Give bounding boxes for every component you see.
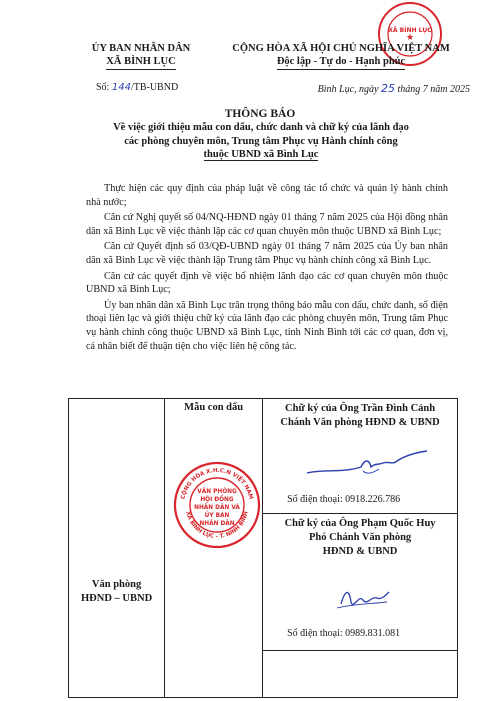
body-paragraph: Căn cứ Nghị quyết số 04/NQ-HĐND ngày 01 tháng 7 năm 2025 của Hội đồng nhân dân xã Bình Lục về việc thành lập các cơ quan chuyên môn thuộc UBND xã Bình Lục; [86,212,448,237]
seal-ring-bottom-text: XÃ BÌNH LỤC - T. NINH BÌNH [184,510,250,541]
doc-number-suffix: /TB-UBND [130,82,179,93]
date-suffix: tháng 7 năm 2025 [395,84,470,95]
document-title: THÔNG BÁO [224,108,296,120]
body-paragraph: Căn cứ các quyết định về việc bổ nhiệm lãnh đạo các cơ quan chuyên môn thuộc UBND xã Bình Lục; [86,270,448,296]
seal-center-line: HỘI ĐỒNG [200,497,234,503]
office-line1: Văn phòng [91,579,142,590]
body-paragraph: Căn cứ Quyết định số 03/QĐ-UBND ngày 01 tháng 7 năm 2025 của Ủy ban nhân dân xã Bình Lục về việc thành lập Trung tâm Phục vụ hành chính công xã Bình Lục. [86,241,448,266]
org-line1: ỦY BAN NHÂN DÂN [91,43,191,54]
office-seal-stamp [172,460,262,550]
date-prefix: Bình Lục, ngày [317,84,381,95]
signer1-signature [303,443,433,483]
seal-center-line: NHÂN DÂN VÀ [194,505,240,511]
national-motto [212,42,470,70]
document-number [96,82,178,93]
signer1-phone: Số điện thoại: 0918.226.786 [287,494,401,505]
subtitle-line2: các phòng chuyên môn, Trung tâm Phục vụ Hành chính công [124,135,398,147]
body-paragraph: Ủy ban nhân dân xã Bình Lục trân trọng thông báo mẫu con dấu, chức danh, số điện thoại liên lạc và giới thiệu chữ ký của lãnh đạo các phòng chuyên môn, Trung tâm Phục vụ hành chính công thuộc UBND xã Bình Lục, tỉnh Ninh Bình tới các cơ quan, đơn vị, cá nhân biết để thuận tiện cho việc liên hệ công tác. [86,299,448,352]
date-day-handwritten: 25 [381,82,395,95]
signer1-title: Chánh Văn phòng HĐND & UBND [280,417,440,428]
seal-center-line: ỦY BAN [204,513,230,519]
signer1-cell [263,399,458,514]
seal-center-line: VĂN PHÒNG [197,489,237,495]
seal-center-line: NHÂN DÂN [199,521,235,527]
document-subtitle [72,121,450,162]
doc-number-prefix: Số: [96,82,112,93]
doc-number-handwritten: 144 [111,82,131,93]
office-line2: HĐND – UBND [80,593,153,604]
nation-line2: Độc lập - Tự do - Hạnh phúc [277,55,405,70]
signer2-title: Phó Chánh Văn phòng [308,532,412,543]
subtitle-line3: thuộc UBND xã Bình Lục [203,149,319,160]
nation-line1: CỘNG HÒA XÃ HỘI CHỦ NGHĨA VIỆT NAM [232,43,450,54]
org-line2: XÃ BÌNH LỤC [106,55,175,70]
seal-ring-top-text: CỘNG HÒA X.H.C.N VIỆT NAM [180,467,254,501]
table-bottom-spacer [263,651,458,698]
signer2-cell [263,514,458,651]
signer1-name: Chữ ký của Ông Trần Đình Cảnh [285,403,436,414]
signer2-signature [333,582,393,616]
signer2-title-line2: HĐND & UBND [322,546,398,557]
signer2-name: Chữ ký của Ông Phạm Quốc Huy [284,518,436,529]
subtitle-line1: Về việc giới thiệu mẫu con dấu, chức danh và chữ ký của lãnh đạo [113,122,409,133]
svg-text:★: ★ [405,33,415,43]
body-paragraph: Thực hiện các quy định của pháp luật về công tác tổ chức và quản lý hành chính nhà nước; [86,183,448,208]
top-seal-center-text: XÃ BÌNH LỤC [388,27,432,34]
office-cell [69,399,165,698]
body-text [86,182,448,355]
issue-date [224,82,470,95]
issuing-org [66,42,216,70]
signer2-phone: Số điện thoại: 0989.831.081 [287,628,401,639]
seal-column-header: Mẫu con dấu [184,402,244,413]
signature-table [68,398,458,698]
